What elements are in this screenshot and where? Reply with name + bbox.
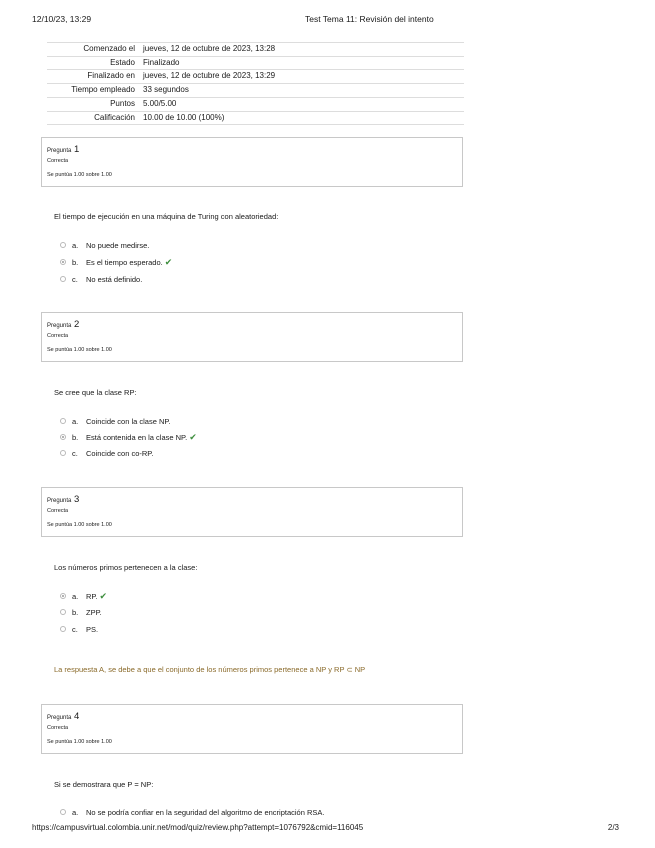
question-number: Pregunta 3 (47, 494, 80, 505)
summary-row-finished (47, 70, 464, 84)
question-grade: Se puntúa 1.00 sobre 1.00 (47, 347, 112, 353)
question-2-text: Se cree que la clase RP: (54, 388, 137, 397)
question-state: Correcta (47, 725, 69, 731)
radio-icon[interactable] (60, 242, 66, 248)
question-state: Correcta (47, 333, 69, 339)
answer-option[interactable]: c. Coincide con co-RP. (60, 447, 153, 459)
summary-label: Tiempo empleado (47, 84, 141, 98)
answer-option[interactable]: a. Coincide con la clase NP. (60, 415, 171, 427)
radio-icon[interactable] (60, 418, 66, 424)
radio-icon[interactable] (60, 434, 66, 440)
question-state: Correcta (47, 158, 69, 164)
question-1-info (41, 137, 463, 187)
print-header (0, 14, 655, 28)
summary-label: Estado (47, 56, 141, 70)
radio-icon[interactable] (60, 276, 66, 282)
question-4-info (41, 704, 463, 754)
radio-icon[interactable] (60, 259, 66, 265)
question-4-text: Si se demostrara que P = NP: (54, 780, 154, 789)
summary-row-state (47, 56, 464, 70)
question-number: Pregunta 4 (47, 711, 80, 722)
question-number: Pregunta 2 (47, 319, 80, 330)
page-number: 2/3 (607, 823, 619, 832)
print-datetime: 12/10/23, 13:29 (32, 14, 92, 24)
answer-option[interactable]: a. No se podría confiar en la seguridad del algoritmo de encriptación RSA. (60, 806, 324, 818)
answer-option-selected[interactable]: b. Es el tiempo esperado. ✔ (60, 256, 172, 268)
radio-icon[interactable] (60, 609, 66, 615)
summary-label: Comenzado el (47, 43, 141, 57)
answer-option[interactable]: c. PS. (60, 623, 98, 635)
summary-value: 10.00 de 10.00 (100%) (141, 111, 464, 125)
radio-icon[interactable] (60, 450, 66, 456)
summary-row-marks (47, 97, 464, 111)
print-footer (0, 823, 655, 837)
answer-option[interactable]: b. ZPP. (60, 606, 102, 618)
radio-icon[interactable] (60, 809, 66, 815)
summary-row-grade (47, 111, 464, 125)
summary-row-time-taken (47, 84, 464, 98)
question-3-text: Los números primos pertenecen a la clase: (54, 563, 198, 572)
summary-label: Puntos (47, 97, 141, 111)
answer-option[interactable]: c. No está definido. (60, 273, 142, 285)
question-3-feedback: La respuesta A, se debe a que el conjunto de los números primos pertenece a NP y RP ⊂ NP (54, 665, 366, 674)
check-icon: ✔ (99, 590, 108, 601)
question-2-info (41, 312, 463, 362)
question-grade: Se puntúa 1.00 sobre 1.00 (47, 739, 112, 745)
radio-icon[interactable] (60, 593, 66, 599)
question-1-text: El tiempo de ejecución en una máquina de Turing con aleatoriedad: (54, 212, 279, 221)
check-icon: ✔ (164, 256, 173, 267)
summary-value: jueves, 12 de octubre de 2023, 13:28 (141, 43, 464, 57)
question-number: Pregunta 1 (47, 144, 80, 155)
answer-option-selected[interactable]: a. RP. ✔ (60, 590, 107, 602)
summary-value: Finalizado (141, 56, 464, 70)
question-grade: Se puntúa 1.00 sobre 1.00 (47, 172, 112, 178)
summary-value: 5.00/5.00 (141, 97, 464, 111)
question-state: Correcta (47, 508, 69, 514)
summary-value: 33 segundos (141, 84, 464, 98)
answer-option-selected[interactable]: b. Está contenida en la clase NP. ✔ (60, 431, 197, 443)
summary-label: Calificación (47, 111, 141, 125)
attempt-summary-table (47, 42, 464, 125)
check-icon: ✔ (189, 431, 197, 442)
question-grade: Se puntúa 1.00 sobre 1.00 (47, 522, 112, 528)
answer-option[interactable]: a. No puede medirse. (60, 239, 149, 251)
print-url: https://campusvirtual.colombia.unir.net/mod/quiz/review.php?attempt=1076792&cmid=116045 (32, 823, 364, 832)
summary-value: jueves, 12 de octubre de 2023, 13:29 (141, 70, 464, 84)
summary-row-started (47, 43, 464, 57)
summary-label: Finalizado en (47, 70, 141, 84)
print-title: Test Tema 11: Revisión del intento (305, 14, 434, 24)
question-3-info (41, 487, 463, 537)
radio-icon[interactable] (60, 626, 66, 632)
